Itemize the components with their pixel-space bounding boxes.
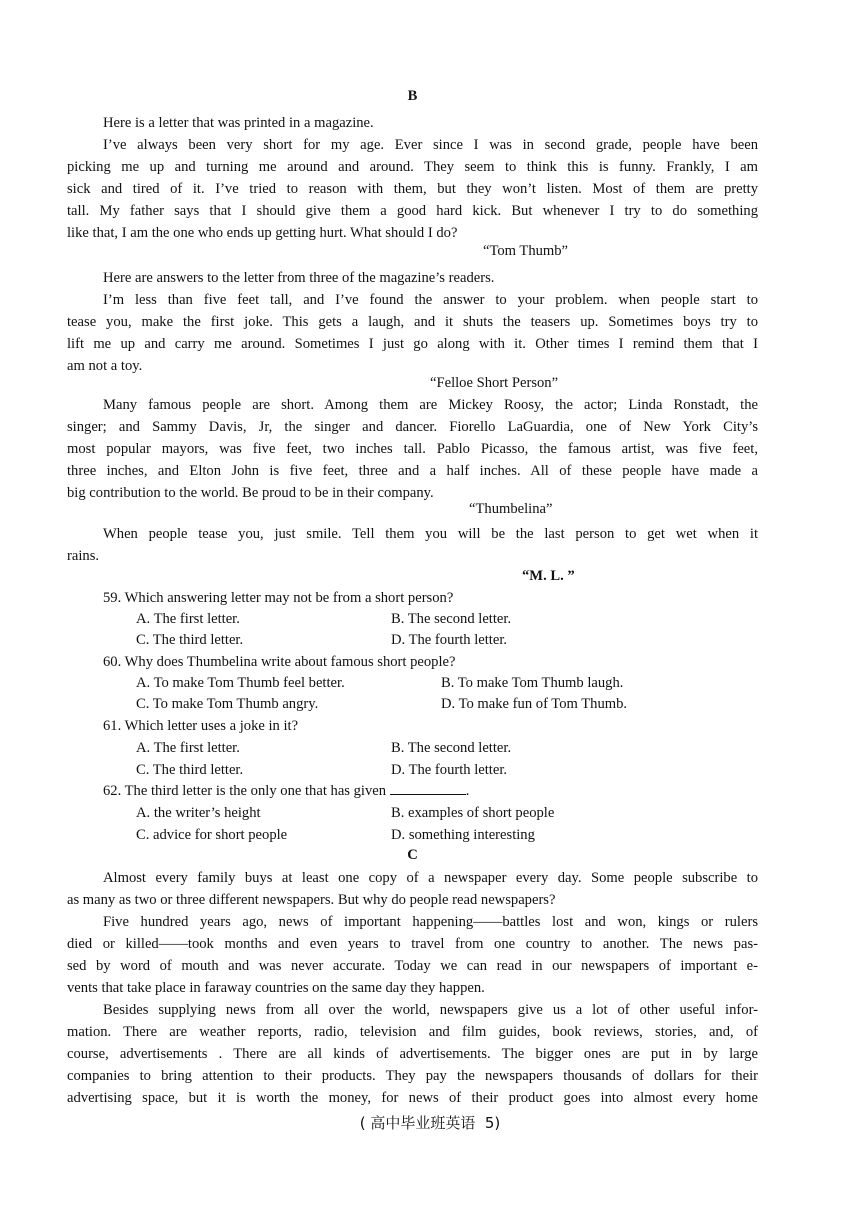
question-text: Which answering letter may not be from a short person? [124, 590, 454, 606]
options-row [136, 609, 756, 629]
option-c[interactable]: C. The third letter. [136, 632, 244, 648]
reply1-line: lift me up and carry me around. Sometimes I just go along with it. Other times I remind them that I [67, 336, 758, 352]
options-row [136, 673, 756, 693]
reply1-line: tease you, make the first joke. This gets a laugh, and it shuts the teasers up. Sometimes boys try to [67, 314, 758, 330]
letter-line: sick and tired of it. I’ve tried to reason with them, but they won’t listen. Most of them are pretty [67, 181, 758, 197]
question-text: Why does Thumbelina write about famous short people? [124, 654, 456, 670]
letter-line: tall. My father says that I should give them a good hard kick. But whenever I try to do something [67, 203, 758, 219]
section-c-line: Five hundred years ago, news of important happening——battles lost and won, kings or rulers [103, 914, 758, 930]
answers-intro: Here are answers to the letter from three of the magazine’s readers. [103, 270, 495, 286]
option-a[interactable]: A. To make Tom Thumb feel better. [136, 675, 345, 691]
reply2-line: singer; and Sammy Davis, Jr, the singer and dancer. Fiorello LaGuardia, one of New York City’s [67, 419, 758, 435]
option-b[interactable]: B. To make Tom Thumb laugh. [441, 675, 624, 691]
options-row [136, 630, 756, 650]
reply2-line: most popular mayors, was five feet, two inches tall. Pablo Picasso, the famous artist, was five feet, [67, 441, 758, 457]
question-number: 61. [103, 718, 122, 734]
reply2-line: Many famous people are short. Among them are Mickey Roosy, the actor; Linda Ronstadt, the [103, 397, 758, 413]
section-c-line: course, advertisements . There are all kinds of advertisements. The bigger ones are put in by large [67, 1046, 758, 1062]
section-c-line: Almost every family buys at least one copy of a newspaper every day. Some people subscribe to [103, 870, 758, 886]
option-a[interactable]: A. The first letter. [136, 740, 240, 756]
option-c[interactable]: C. To make Tom Thumb angry. [136, 696, 319, 712]
reply3-line: rains. [67, 548, 100, 564]
option-d[interactable]: D. The fourth letter. [391, 632, 508, 648]
question-number: 62. [103, 783, 122, 799]
question-text: The third letter is the only one that has given [124, 783, 387, 799]
question-61 [103, 716, 758, 736]
reply2-line: big contribution to the world. Be proud to be in their company. [67, 485, 434, 501]
options-row [136, 738, 756, 758]
option-b[interactable]: B. The second letter. [391, 740, 512, 756]
option-d[interactable]: D. something interesting [391, 827, 535, 843]
reply1-signature: “Felloe Short Person” [430, 375, 559, 391]
section-c-line: companies to bring attention to their products. They pay the newspapers thousands of dollars for their [67, 1068, 758, 1084]
section-c-line: sed by word of mouth and was never accurate. Today we can read in our newspapers of important e- [67, 958, 758, 974]
section-b-intro: Here is a letter that was printed in a magazine. [103, 115, 374, 131]
question-number: 60. [103, 654, 122, 670]
option-c[interactable]: C. advice for short people [136, 827, 288, 843]
letter-signature: “Tom Thumb” [483, 243, 569, 259]
question-text: Which letter uses a joke in it? [124, 718, 299, 734]
section-c-line: vents that take place in faraway countries on the same day they happen. [67, 980, 485, 996]
question-60 [103, 652, 758, 672]
section-c-line: died or killed——took months and even years to travel from one country to another. The news pas- [67, 936, 758, 952]
question-end: . [465, 783, 470, 799]
options-row [136, 760, 756, 780]
question-62 [103, 781, 758, 801]
reply1-line: am not a toy. [67, 358, 143, 374]
section-c-line: as many as two or three different newspapers. But why do people read newspapers? [67, 892, 556, 908]
letter-line: like that, I am the one who ends up getting hurt. What should I do? [67, 225, 458, 241]
reply3-signature: “M. L. ” [522, 568, 575, 584]
option-a[interactable]: A. The first letter. [136, 611, 240, 627]
section-c-line: advertising space, but it is worth the money, for news of their product goes into almost every home [67, 1090, 758, 1106]
options-row [136, 803, 756, 823]
question-59 [103, 588, 758, 608]
letter-line: I’ve always been very short for my age. Ever since I was in second grade, people have been [103, 137, 758, 153]
option-b[interactable]: B. The second letter. [391, 611, 512, 627]
section-c-line: Besides supplying news from all over the world, newspapers give us a lot of other useful infor- [103, 1002, 758, 1018]
question-number: 59. [103, 590, 122, 606]
option-d[interactable]: D. The fourth letter. [391, 762, 508, 778]
options-row [136, 694, 756, 714]
section-b-heading: B [407, 88, 418, 104]
page-footer: ( 高中毕业班英语 5) [359, 1114, 501, 1132]
option-b[interactable]: B. examples of short people [391, 805, 555, 821]
reply2-line: three inches, and Elton John is five feet, three and a half inches. All of these people have made a [67, 463, 758, 479]
option-d[interactable]: D. To make fun of Tom Thumb. [441, 696, 628, 712]
letter-line: picking me up and turning me around and around. They seem to think this is funny. Frankly, I am [67, 159, 758, 175]
reply2-signature: “Thumbelina” [469, 501, 553, 517]
option-a[interactable]: A. the writer’s height [136, 805, 261, 821]
section-c-line: mation. There are weather reports, radio, television and film guides, book reviews, stories, and, of [67, 1024, 758, 1040]
answer-blank[interactable] [390, 782, 466, 795]
reply1-line: I’m less than five feet tall, and I’ve found the answer to your problem. when people start to [103, 292, 758, 308]
options-row [136, 825, 756, 845]
option-c[interactable]: C. The third letter. [136, 762, 244, 778]
section-c-heading: C [407, 847, 418, 863]
reply3-line: When people tease you, just smile. Tell them you will be the last person to get wet when it [103, 526, 758, 542]
